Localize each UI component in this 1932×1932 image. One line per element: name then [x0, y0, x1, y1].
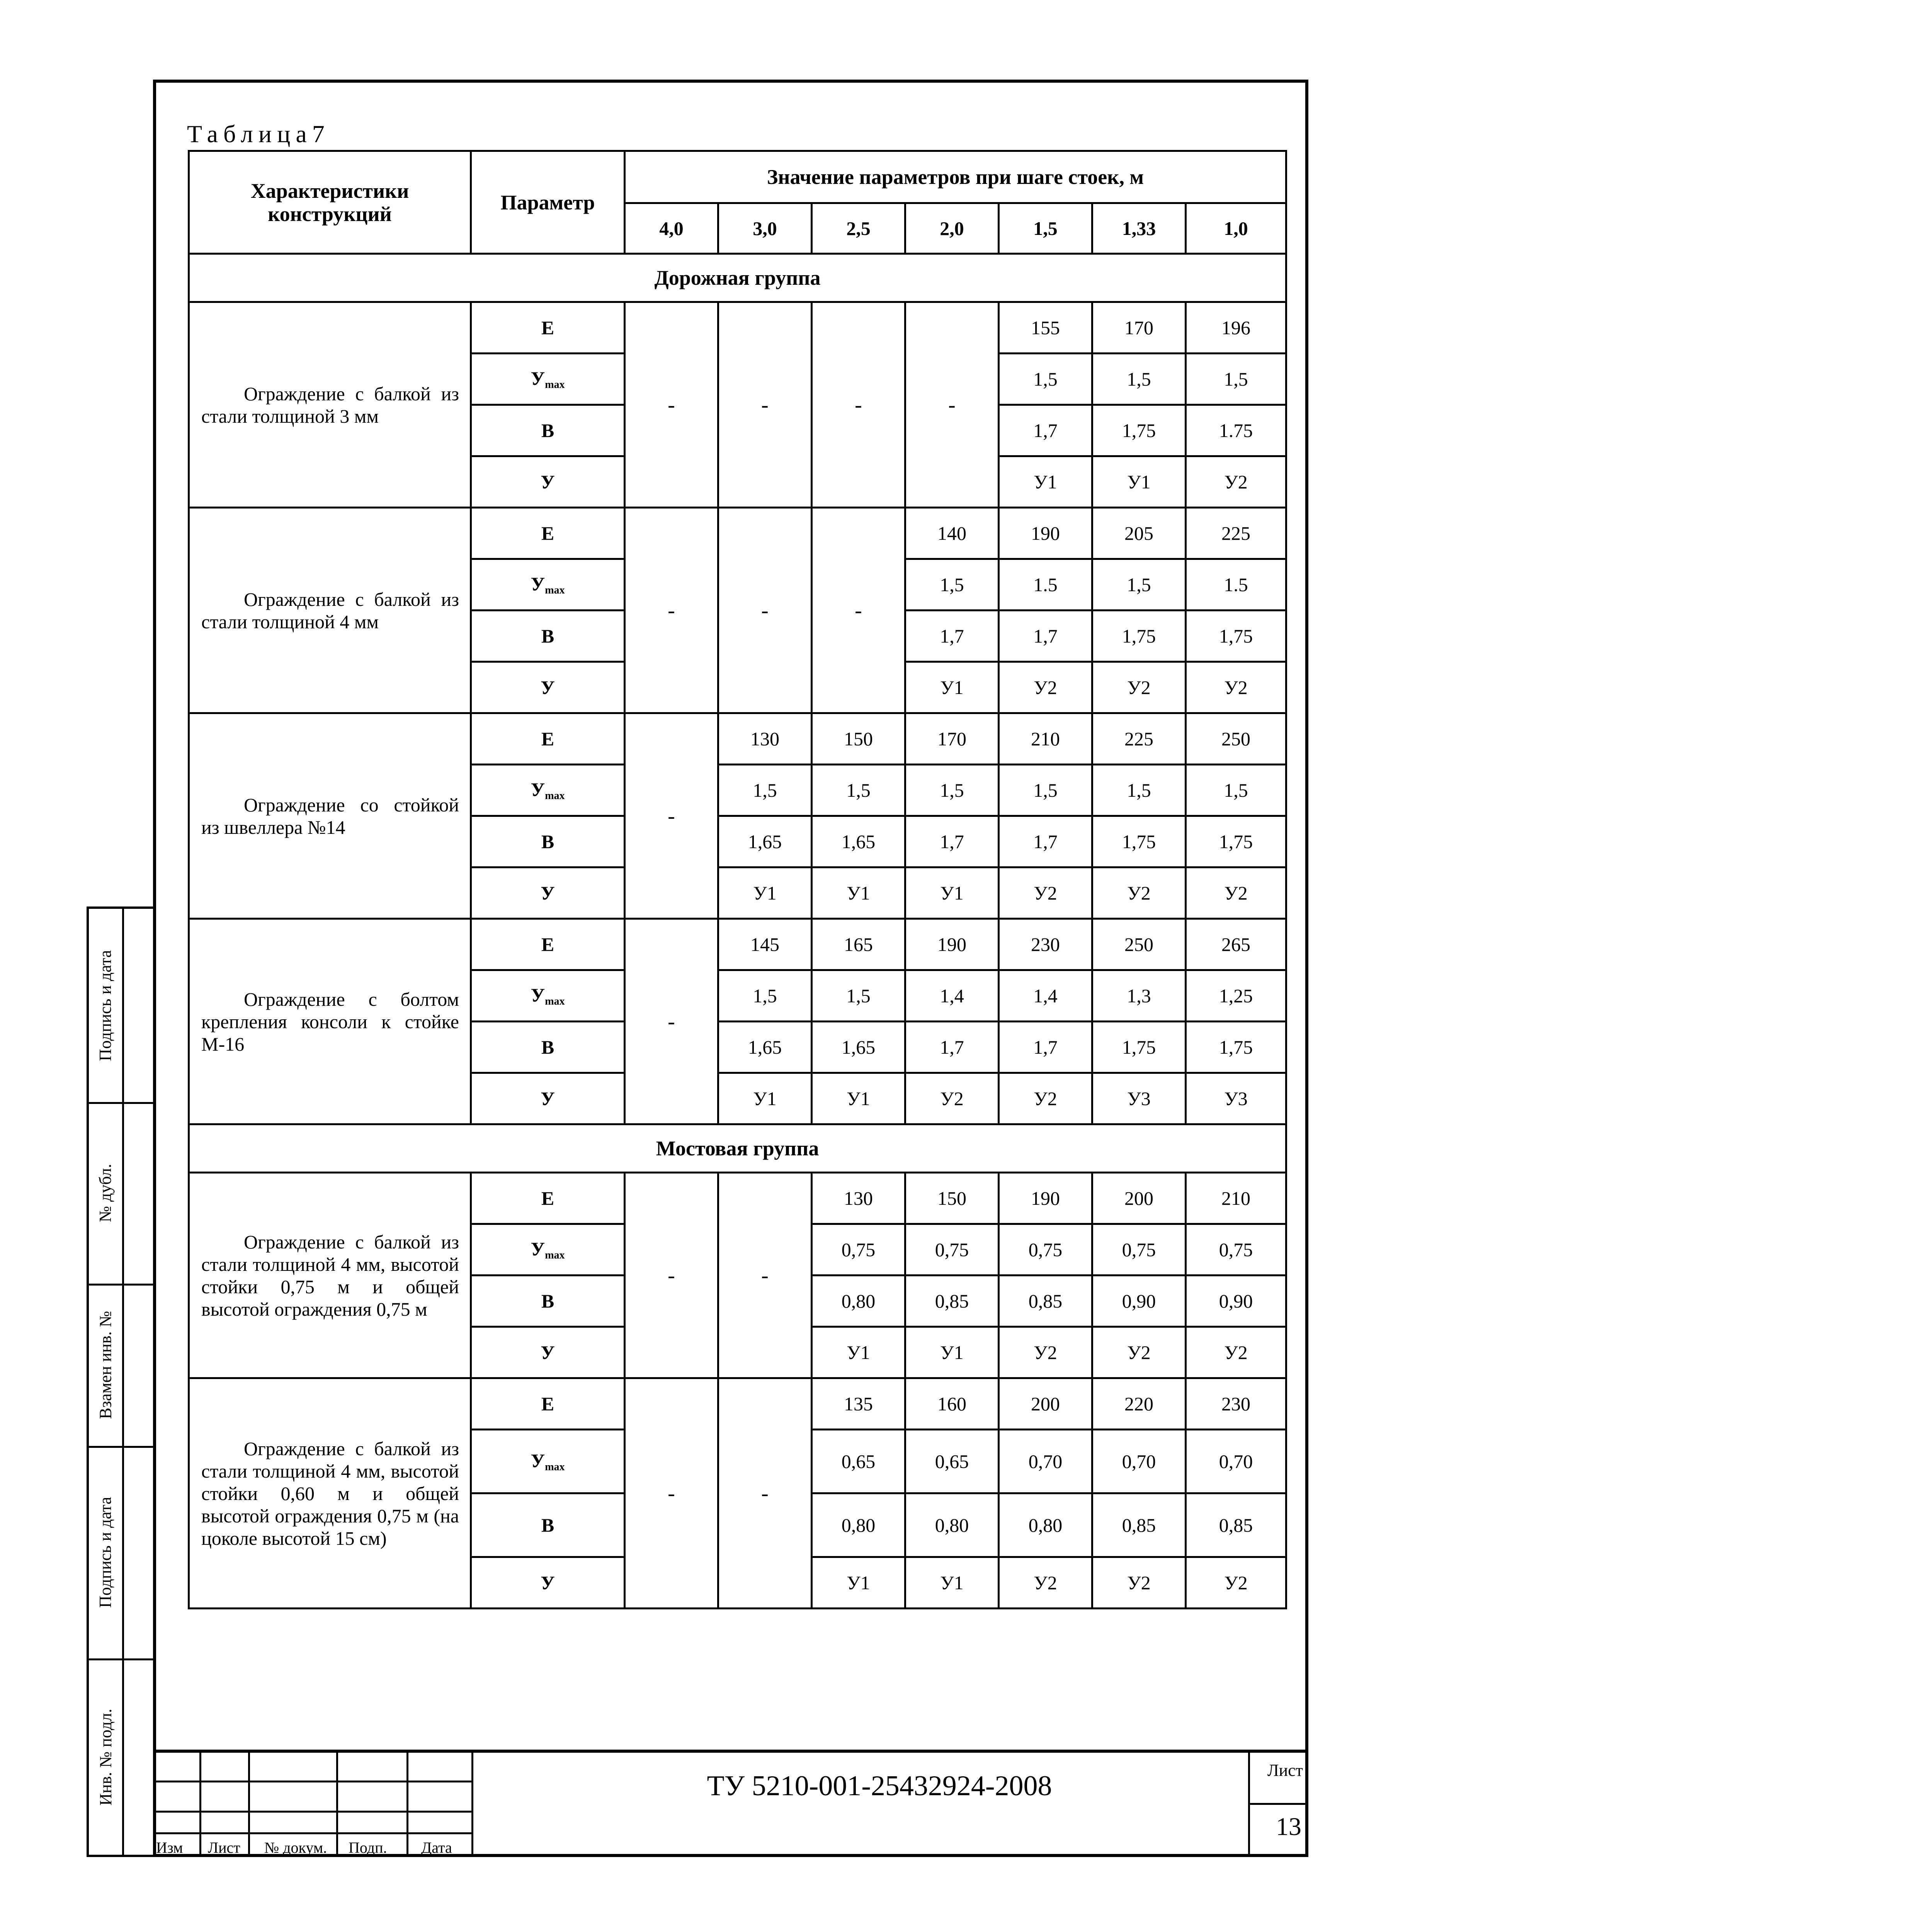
- value-cell: 1,65: [812, 816, 905, 867]
- parameter-cell: $У_{max}$: [471, 1224, 625, 1276]
- value-cell: 1,5: [812, 765, 905, 816]
- parameter-cell: В: [471, 1276, 625, 1327]
- value-cell: 190: [999, 1173, 1092, 1224]
- parameter-cell: В: [471, 816, 625, 867]
- parameter-cell: Е: [471, 302, 625, 354]
- value-cell: 1,7: [999, 611, 1092, 662]
- value-cell: 160: [905, 1378, 999, 1430]
- stamp-col-label: Лист: [208, 1839, 240, 1856]
- value-cell: 1,75: [1186, 611, 1286, 662]
- group-title: Дорожная группа: [189, 254, 1286, 302]
- value-cell: У1: [905, 1327, 999, 1378]
- value-cell: 1,65: [718, 816, 812, 867]
- value-cell: 1,5: [1186, 354, 1286, 405]
- construction-description: Ограждение с балкой из стали толщиной 4 мм, высотой стойки 0,60 м и общей высотой ограждения 0,75 м (на цоколе высотой 15 см): [189, 1378, 471, 1609]
- value-cell: У2: [1092, 1327, 1186, 1378]
- parameter-cell: В: [471, 611, 625, 662]
- value-cell: 1,75: [1092, 611, 1186, 662]
- empty-value-dash: -: [625, 508, 718, 713]
- parameter-cell: В: [471, 405, 625, 456]
- value-cell: 0,70: [1092, 1430, 1186, 1493]
- value-cell: 165: [812, 919, 905, 970]
- value-cell: 1,25: [1186, 970, 1286, 1022]
- value-cell: 1,5: [905, 559, 999, 611]
- value-cell: 205: [1092, 508, 1186, 559]
- side-label: Инв. № подл.: [96, 1708, 115, 1806]
- value-cell: У1: [812, 867, 905, 919]
- value-cell: 1,4: [999, 970, 1092, 1022]
- value-cell: 1,65: [812, 1022, 905, 1073]
- parameter-cell: У: [471, 1073, 625, 1124]
- table-row: [189, 1378, 1286, 1430]
- empty-value-dash: -: [718, 1173, 812, 1378]
- value-cell: 1,7: [905, 611, 999, 662]
- value-cell: 1,5: [1186, 765, 1286, 816]
- construction-description: Ограждение с балкой из стали толщиной 4 мм, высотой стойки 0,75 м и общей высотой ограждения 0,75 м: [189, 1173, 471, 1378]
- side-label: Взамен инв. №: [96, 1310, 115, 1419]
- value-cell: 1,5: [999, 765, 1092, 816]
- value-cell: 1,5: [1092, 765, 1186, 816]
- value-cell: У1: [718, 867, 812, 919]
- value-cell: 170: [1092, 302, 1186, 354]
- value-cell: 1,75: [1092, 1022, 1186, 1073]
- value-cell: У2: [999, 1557, 1092, 1609]
- side-label: Подпись и дата: [96, 1497, 115, 1608]
- value-cell: 140: [905, 508, 999, 559]
- value-cell: 0,70: [999, 1430, 1092, 1493]
- parameter-cell: Е: [471, 713, 625, 765]
- value-cell: У2: [905, 1073, 999, 1124]
- value-cell: 190: [999, 508, 1092, 559]
- header-values-title: Значение параметров при шаге стоек, м: [625, 151, 1286, 203]
- value-cell: 0,80: [812, 1493, 905, 1557]
- empty-value-dash: -: [718, 302, 812, 508]
- value-cell: У2: [1186, 662, 1286, 713]
- value-cell: 1,75: [1186, 816, 1286, 867]
- value-cell: 1,65: [718, 1022, 812, 1073]
- value-cell: 0,65: [905, 1430, 999, 1493]
- value-cell: 1,75: [1092, 816, 1186, 867]
- value-cell: 0,75: [1186, 1224, 1286, 1276]
- construction-description: Ограждение с болтом крепления консоли к стойке М-16: [189, 919, 471, 1124]
- value-cell: 225: [1092, 713, 1186, 765]
- empty-value-dash: -: [625, 1378, 718, 1609]
- value-cell: 170: [905, 713, 999, 765]
- value-cell: 0,85: [1186, 1493, 1286, 1557]
- value-cell: 0,75: [905, 1224, 999, 1276]
- value-cell: 1,75: [1186, 1022, 1286, 1073]
- empty-value-dash: -: [625, 1173, 718, 1378]
- value-cell: 1,5: [999, 354, 1092, 405]
- construction-description: Ограждение с балкой из стали толщиной 3 мм: [189, 302, 471, 508]
- parameter-cell: У: [471, 662, 625, 713]
- value-cell: 0,85: [905, 1276, 999, 1327]
- header-step: 2,5: [812, 203, 905, 254]
- header-step: 1,0: [1186, 203, 1286, 254]
- value-cell: У1: [812, 1327, 905, 1378]
- value-cell: 0,65: [812, 1430, 905, 1493]
- value-cell: 145: [718, 919, 812, 970]
- empty-value-dash: -: [625, 919, 718, 1124]
- value-cell: 1,5: [1092, 354, 1186, 405]
- parameter-cell: У: [471, 1557, 625, 1609]
- value-cell: 1,4: [905, 970, 999, 1022]
- document-code: ТУ 5210-001-25432924-2008: [707, 1770, 1052, 1802]
- empty-value-dash: -: [905, 302, 999, 508]
- value-cell: У1: [905, 867, 999, 919]
- stamp-col-label: Дата: [421, 1839, 452, 1856]
- empty-value-dash: -: [625, 713, 718, 919]
- value-cell: У2: [999, 867, 1092, 919]
- value-cell: У1: [812, 1073, 905, 1124]
- value-cell: У2: [1186, 456, 1286, 508]
- value-cell: 0,75: [999, 1224, 1092, 1276]
- value-cell: У1: [905, 1557, 999, 1609]
- value-cell: 1,5: [812, 970, 905, 1022]
- parameters-table: [188, 150, 1287, 1609]
- side-label: № дубл.: [96, 1163, 115, 1222]
- header-step: 1,5: [999, 203, 1092, 254]
- side-label: Подпись и дата: [96, 950, 115, 1061]
- value-cell: У1: [718, 1073, 812, 1124]
- group-title: Мостовая группа: [189, 1124, 1286, 1173]
- value-cell: 200: [999, 1378, 1092, 1430]
- empty-value-dash: -: [812, 302, 905, 508]
- value-cell: 1.5: [1186, 559, 1286, 611]
- value-cell: 150: [905, 1173, 999, 1224]
- parameter-cell: Е: [471, 508, 625, 559]
- parameter-cell: У: [471, 1327, 625, 1378]
- value-cell: 1,3: [1092, 970, 1186, 1022]
- value-cell: У2: [1186, 1327, 1286, 1378]
- parameter-cell: Е: [471, 1173, 625, 1224]
- value-cell: У2: [999, 662, 1092, 713]
- value-cell: 225: [1186, 508, 1286, 559]
- value-cell: 250: [1092, 919, 1186, 970]
- parameter-cell: $У_{max}$: [471, 970, 625, 1022]
- stamp-col-label: № докум.: [264, 1839, 327, 1856]
- value-cell: 1,7: [905, 816, 999, 867]
- parameter-cell: $У_{max}$: [471, 354, 625, 405]
- value-cell: У2: [1186, 1557, 1286, 1609]
- header-step: 3,0: [718, 203, 812, 254]
- value-cell: 0,85: [1092, 1493, 1186, 1557]
- value-cell: 250: [1186, 713, 1286, 765]
- parameter-cell: $У_{max}$: [471, 559, 625, 611]
- table-row: [189, 508, 1286, 559]
- header-step: 2,0: [905, 203, 999, 254]
- construction-description: Ограждение со стойкой из швеллера №14: [189, 713, 471, 919]
- value-cell: 1,7: [999, 1022, 1092, 1073]
- value-cell: У2: [1186, 867, 1286, 919]
- parameter-cell: В: [471, 1022, 625, 1073]
- value-cell: 190: [905, 919, 999, 970]
- table-head: [189, 151, 1286, 254]
- value-cell: У3: [1186, 1073, 1286, 1124]
- value-cell: 0,90: [1186, 1276, 1286, 1327]
- value-cell: 1,5: [718, 970, 812, 1022]
- table-row: [189, 713, 1286, 765]
- value-cell: У2: [999, 1073, 1092, 1124]
- value-cell: 0,75: [812, 1224, 905, 1276]
- parameter-cell: Е: [471, 919, 625, 970]
- value-cell: 1,7: [905, 1022, 999, 1073]
- stamp-col-label: Изм: [156, 1839, 183, 1856]
- parameter-cell: В: [471, 1493, 625, 1557]
- side-stamp: [87, 906, 153, 1857]
- header-step: 1,33: [1092, 203, 1186, 254]
- sheet-number: 13: [1276, 1813, 1301, 1841]
- table-row: [189, 302, 1286, 354]
- value-cell: 0,80: [905, 1493, 999, 1557]
- header-parameter: Параметр: [471, 151, 625, 254]
- title-block: [153, 1750, 1308, 1857]
- parameter-cell: У: [471, 456, 625, 508]
- value-cell: 0,80: [999, 1493, 1092, 1557]
- table-caption: Таблица7: [187, 120, 330, 148]
- value-cell: У1: [1092, 456, 1186, 508]
- value-cell: 1.5: [999, 559, 1092, 611]
- value-cell: 0,70: [1186, 1430, 1286, 1493]
- value-cell: 210: [1186, 1173, 1286, 1224]
- value-cell: 1,5: [1092, 559, 1186, 611]
- value-cell: 196: [1186, 302, 1286, 354]
- value-cell: 230: [999, 919, 1092, 970]
- empty-value-dash: -: [625, 302, 718, 508]
- value-cell: У1: [812, 1557, 905, 1609]
- empty-value-dash: -: [718, 508, 812, 713]
- sheet-label: Лист: [1267, 1761, 1303, 1780]
- empty-value-dash: -: [718, 1378, 812, 1609]
- value-cell: У1: [999, 456, 1092, 508]
- value-cell: 1,7: [999, 405, 1092, 456]
- stamp-col-label: Подп.: [349, 1839, 387, 1856]
- value-cell: 1,5: [718, 765, 812, 816]
- header-step: 4,0: [625, 203, 718, 254]
- value-cell: 1.75: [1186, 405, 1286, 456]
- value-cell: 155: [999, 302, 1092, 354]
- value-cell: 1,75: [1092, 405, 1186, 456]
- parameter-cell: $У_{max}$: [471, 1430, 625, 1493]
- value-cell: 130: [718, 713, 812, 765]
- table-row: [189, 1173, 1286, 1224]
- table-body: [189, 254, 1286, 1609]
- table-row: [189, 919, 1286, 970]
- construction-description: Ограждение с балкой из стали толщиной 4 мм: [189, 508, 471, 713]
- parameter-cell: Е: [471, 1378, 625, 1430]
- value-cell: 210: [999, 713, 1092, 765]
- value-cell: 135: [812, 1378, 905, 1430]
- parameter-cell: $У_{max}$: [471, 765, 625, 816]
- value-cell: 1,5: [905, 765, 999, 816]
- value-cell: 150: [812, 713, 905, 765]
- value-cell: 0,75: [1092, 1224, 1186, 1276]
- value-cell: У2: [999, 1327, 1092, 1378]
- value-cell: У2: [1092, 662, 1186, 713]
- value-cell: У2: [1092, 1557, 1186, 1609]
- value-cell: 0,85: [999, 1276, 1092, 1327]
- value-cell: 0,90: [1092, 1276, 1186, 1327]
- empty-value-dash: -: [812, 508, 905, 713]
- value-cell: 200: [1092, 1173, 1186, 1224]
- value-cell: У1: [905, 662, 999, 713]
- value-cell: 230: [1186, 1378, 1286, 1430]
- value-cell: У2: [1092, 867, 1186, 919]
- value-cell: 265: [1186, 919, 1286, 970]
- value-cell: 1,7: [999, 816, 1092, 867]
- header-characteristics: Характеристики конструкций: [189, 151, 471, 254]
- value-cell: 220: [1092, 1378, 1186, 1430]
- parameter-cell: У: [471, 867, 625, 919]
- value-cell: 0,80: [812, 1276, 905, 1327]
- value-cell: 130: [812, 1173, 905, 1224]
- value-cell: У3: [1092, 1073, 1186, 1124]
